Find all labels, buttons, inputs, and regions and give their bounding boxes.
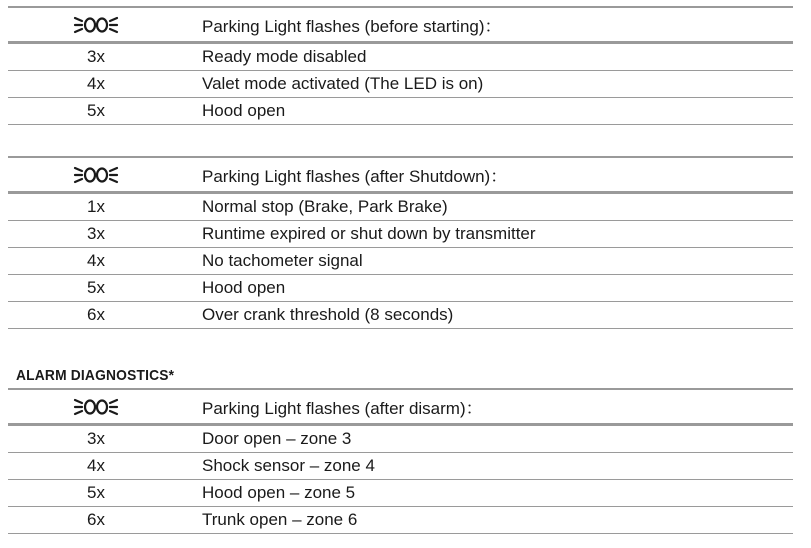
table-row xyxy=(8,302,793,329)
table-header xyxy=(8,8,793,44)
flash-count: 3x xyxy=(87,224,105,243)
flash-count: 5x xyxy=(87,101,105,120)
table-row xyxy=(8,275,793,302)
flash-count: 3x xyxy=(87,47,105,66)
table-row xyxy=(8,426,793,453)
parking-light-icon xyxy=(8,164,184,186)
table-row xyxy=(8,480,793,507)
flash-count: 1x xyxy=(87,197,105,216)
flash-description: Over crank threshold (8 seconds) xyxy=(202,305,454,324)
table-row xyxy=(8,453,793,480)
after-shutdown-table xyxy=(8,156,793,329)
header-label: Parking Light flashes (before starting)： xyxy=(202,17,502,36)
table-header xyxy=(8,390,793,426)
flash-description: No tachometer signal xyxy=(202,251,363,270)
flash-description: Hood open xyxy=(202,101,286,120)
table-row xyxy=(8,44,793,71)
flash-description: Trunk open – zone 6 xyxy=(202,510,358,529)
flash-description: Runtime expired or shut down by transmitter xyxy=(202,224,536,243)
flash-count: 4x xyxy=(87,456,105,475)
flash-description: Normal stop (Brake, Park Brake) xyxy=(202,197,448,216)
flash-count: 4x xyxy=(87,74,105,93)
table-row xyxy=(8,194,793,221)
flash-description: Hood open xyxy=(202,278,286,297)
flash-description: Ready mode disabled xyxy=(202,47,367,66)
parking-light-icon xyxy=(8,14,184,36)
section-title: ALARM DIAGNOSTICS* xyxy=(16,367,175,384)
table-row xyxy=(8,71,793,98)
flash-description: Hood open – zone 5 xyxy=(202,483,356,502)
header-label: Parking Light flashes (after Shutdown)： xyxy=(202,167,508,186)
header-label: Parking Light flashes (after disarm)： xyxy=(202,399,483,418)
parking-light-icon xyxy=(8,396,184,418)
table-row xyxy=(8,98,793,125)
flash-description: Valet mode activated (The LED is on) xyxy=(202,74,484,93)
table-row xyxy=(8,221,793,248)
before-starting-table xyxy=(8,6,793,125)
alarm-diagnostics-table xyxy=(8,388,793,534)
flash-count: 6x xyxy=(87,305,105,324)
table-row xyxy=(8,507,793,534)
table-row xyxy=(8,248,793,275)
flash-count: 5x xyxy=(87,483,105,502)
flash-count: 4x xyxy=(87,251,105,270)
flash-description: Shock sensor – zone 4 xyxy=(202,456,375,475)
flash-count: 5x xyxy=(87,278,105,297)
flash-description: Door open – zone 3 xyxy=(202,429,352,448)
table-header xyxy=(8,158,793,194)
flash-count: 3x xyxy=(87,429,105,448)
flash-count: 6x xyxy=(87,510,105,529)
